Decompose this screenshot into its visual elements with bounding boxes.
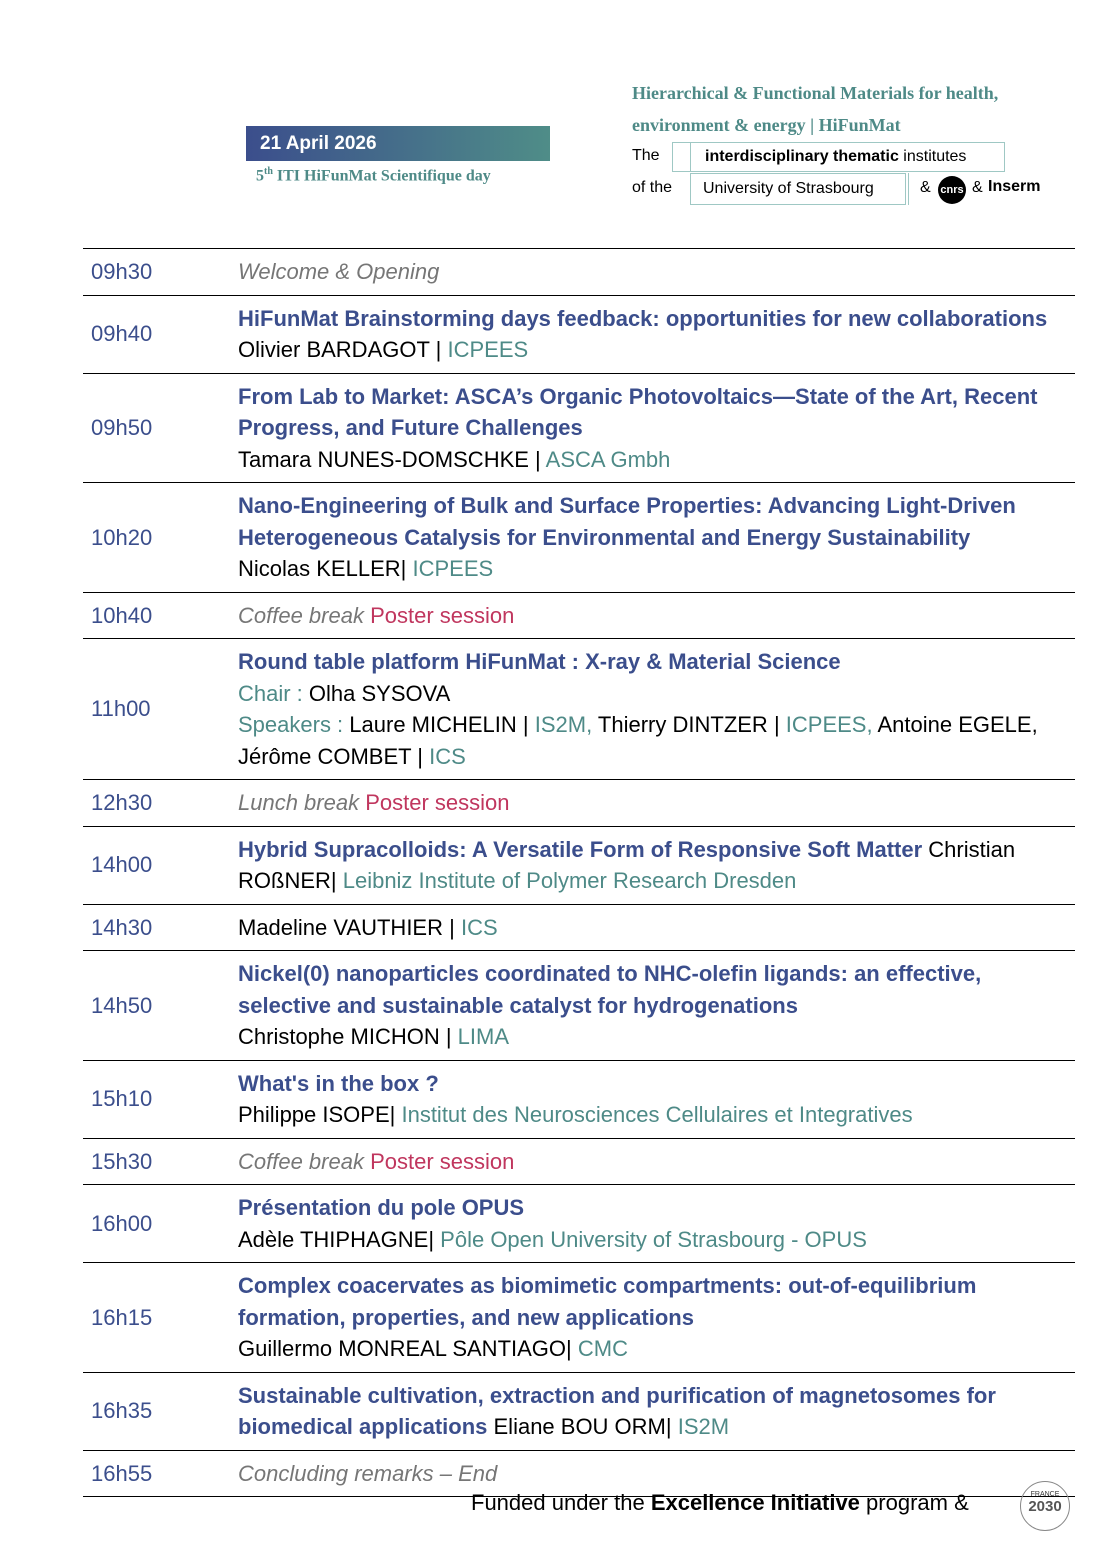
separator: | <box>411 743 430 769</box>
chair-name: Olha SYSOVA <box>308 680 451 706</box>
time-cell: 16h35 <box>91 1398 153 1424</box>
session-cell <box>238 780 1075 827</box>
program-row <box>83 826 1075 904</box>
separator: | <box>767 712 786 737</box>
separator: | <box>516 712 535 737</box>
session-cell <box>238 1263 1075 1373</box>
event-subtitle: 5th ITI HiFunMat Scientifique day <box>256 166 491 185</box>
time-cell: 15h10 <box>91 1086 153 1112</box>
speakers-label: Speakers : <box>238 712 350 737</box>
time-cell: 10h40 <box>91 602 153 628</box>
university-box: University of Strasbourg <box>690 173 906 205</box>
poster-session-label: Poster session <box>359 790 510 815</box>
talk-title: Round table platform HiFunMat : X-ray & Material Science <box>238 649 841 674</box>
program-row <box>83 373 1075 483</box>
program-row <box>83 483 1075 593</box>
event-date-banner: 21 April 2026 <box>246 126 550 161</box>
institution: ICS <box>429 743 466 769</box>
time-cell: 14h50 <box>91 992 153 1018</box>
session-cell <box>238 826 1075 904</box>
org-name-line-1: Hierarchical & Functional Materials for health, <box>632 83 999 103</box>
speaker-name: Christophe MICHON <box>238 1024 440 1049</box>
institution: ICS <box>460 914 498 940</box>
separator: | <box>566 1336 578 1361</box>
session-note: Concluding remarks – End <box>238 1460 498 1486</box>
program-row <box>83 1138 1075 1185</box>
institution: ICPEES <box>447 337 529 362</box>
talk-title: Présentation du pole OPUS <box>238 1195 525 1220</box>
program-row <box>83 1372 1075 1450</box>
speaker-name: Madeline VAUTHIER <box>238 914 443 940</box>
session-note: Coffee break <box>238 1148 364 1174</box>
speaker-name: Philippe ISOPE <box>238 1102 390 1127</box>
program-row <box>83 639 1075 780</box>
time-cell: 15h30 <box>91 1148 153 1174</box>
session-cell <box>238 1372 1075 1450</box>
institution: Leibniz Institute of Polymer Research Dresden <box>342 868 797 893</box>
talk-title: Sustainable cultivation, extraction and purification of magnetosomes for biomedical applications <box>238 1382 996 1439</box>
separator: | <box>439 1024 458 1049</box>
separator: | <box>443 914 461 940</box>
ampersand-1: & <box>920 179 931 196</box>
institution: ASCA Gmbh <box>545 446 671 472</box>
institution: IS2M <box>677 1414 730 1439</box>
program-row <box>83 1263 1075 1373</box>
institution: IS2M, <box>534 712 593 737</box>
org-name-line-2: environment & energy | HiFunMat <box>632 115 901 135</box>
session-cell <box>238 639 1075 780</box>
speaker-name: Olivier BARDAGOT <box>238 337 430 362</box>
speaker-name: Adèle THIPHAGNE <box>238 1226 429 1252</box>
session-cell <box>238 483 1075 593</box>
separator: | <box>389 1102 402 1127</box>
session-note: Welcome & Opening <box>238 259 440 284</box>
time-cell: 09h40 <box>91 321 153 347</box>
program-row <box>83 1185 1075 1263</box>
iti-of-the-label: of the <box>632 179 673 196</box>
iti-frame-notch <box>672 142 690 172</box>
program-row <box>83 1060 1075 1138</box>
funding-statement: Funded under the Excellence Initiative program & <box>471 1490 969 1515</box>
poster-session-label: Poster session <box>363 1148 515 1174</box>
speaker-name: Laure MICHELIN <box>349 712 517 737</box>
iti-institutes-box: interdisciplinary thematic institutes <box>690 142 1005 172</box>
cnrs-logo: cnrs <box>938 176 966 204</box>
france-2030-logo: FRANCE 2030 <box>1020 1481 1070 1531</box>
session-cell <box>238 592 1075 639</box>
separator: | <box>428 1226 441 1252</box>
session-cell <box>238 249 1075 296</box>
time-cell: 16h55 <box>91 1460 153 1486</box>
program-table <box>83 248 1075 1497</box>
session-cell <box>238 904 1075 951</box>
separator: | <box>400 556 413 581</box>
time-cell: 14h30 <box>91 914 153 940</box>
institution: Pôle Open University of Strasbourg - OPUS <box>440 1226 867 1252</box>
separator: | <box>665 1414 678 1439</box>
talk-title: Complex coacervates as biomimetic compartments: out-of-equilibrium formation, properties, and new applications <box>238 1273 977 1330</box>
session-cell <box>238 373 1075 483</box>
program-row <box>83 951 1075 1061</box>
time-cell: 16h00 <box>91 1210 153 1236</box>
time-cell: 11h00 <box>91 696 151 722</box>
time-cell: 10h20 <box>91 524 153 550</box>
session-cell <box>238 1138 1075 1185</box>
iti-the-label: The <box>632 147 660 164</box>
ampersand-2: & <box>972 179 983 196</box>
speaker-name: Tamara NUNES-DOMSCHKE <box>238 446 529 472</box>
session-cell <box>238 1060 1075 1138</box>
time-cell: 14h00 <box>91 852 153 878</box>
time-cell: 12h30 <box>91 790 153 815</box>
program-row <box>83 295 1075 373</box>
time-cell: 16h15 <box>91 1304 153 1330</box>
iti-frame-notch-right <box>903 173 909 205</box>
session-cell <box>238 295 1075 373</box>
poster-session-label: Poster session <box>363 602 515 628</box>
program-row <box>83 780 1075 827</box>
separator: | <box>528 446 546 472</box>
talk-title: Nickel(0) nanoparticles coordinated to NHC-olefin ligands: an effective, selective and sustainable catalyst for hydrogenations <box>238 961 982 1018</box>
institution: CMC <box>577 1336 628 1361</box>
talk-title: Nano-Engineering of Bulk and Surface Properties: Advancing Light-Driven Heterogeneous Catalysis for Environmental and Energy Sustainability <box>238 493 1016 550</box>
separator: | <box>330 868 343 893</box>
speaker-name: Christian ROßNER <box>238 836 1016 893</box>
time-cell: 09h50 <box>91 415 153 440</box>
inserm-logo: Inserm <box>988 178 1041 195</box>
session-note: Lunch break <box>238 790 360 815</box>
chair-label: Chair : <box>238 680 309 706</box>
speaker-name: Guillermo MONREAL SANTIAGO <box>238 1336 567 1361</box>
talk-title: From Lab to Market: ASCA’s Organic Photovoltaics—State of the Art, Recent Progress, and Future Challenges <box>238 383 1038 440</box>
session-cell <box>238 1185 1075 1263</box>
program-row <box>83 904 1075 951</box>
institution: ICPEES <box>412 556 494 581</box>
speaker-name: Antoine EGELE, Jérôme COMBET <box>238 712 1038 769</box>
program-row <box>83 249 1075 296</box>
talk-title: HiFunMat Brainstorming days feedback: opportunities for new collaborations <box>238 305 1048 331</box>
speaker-name: Eliane BOU ORM <box>487 1414 666 1439</box>
session-note: Coffee break <box>238 602 364 628</box>
speaker-name: Nicolas KELLER <box>238 556 401 581</box>
talk-title: What's in the box ? <box>238 1070 439 1096</box>
program-row <box>83 592 1075 639</box>
session-cell <box>238 951 1075 1061</box>
institution: LIMA <box>457 1024 510 1049</box>
speaker-name: Thierry DINTZER <box>592 712 768 737</box>
time-cell: 09h30 <box>91 259 153 284</box>
separator: | <box>429 337 448 362</box>
institution: ICPEES, <box>785 712 873 737</box>
talk-title: Hybrid Supracolloids: A Versatile Form of Responsive Soft Matter <box>238 836 923 862</box>
institution: Institut des Neurosciences Cellulaires et Integratives <box>401 1102 913 1127</box>
